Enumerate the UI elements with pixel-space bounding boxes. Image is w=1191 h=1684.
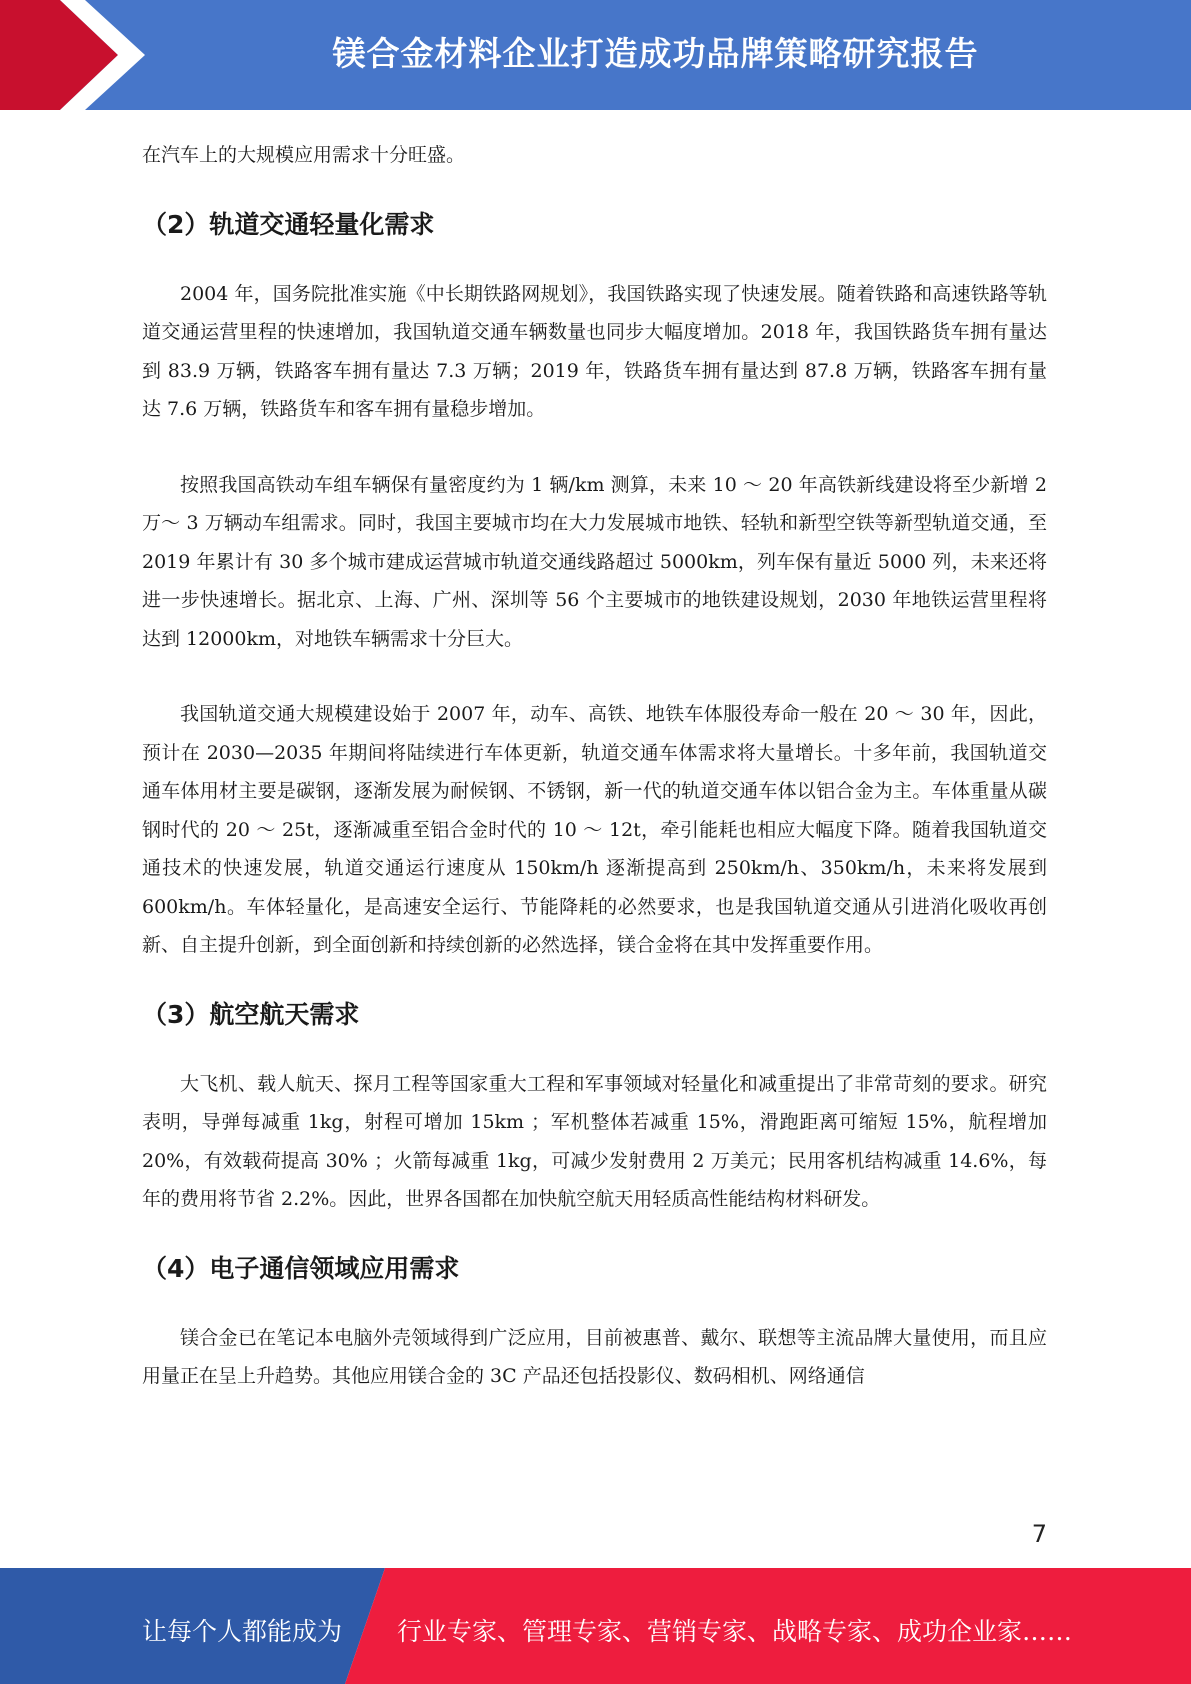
paragraph-rail-2: 按照我国高铁动车组车辆保有量密度约为 1 辆/km 测算，未来 10 ～ 20 年高铁新线建设将至少新增 2 万～ 3 万辆动车组需求。同时，我国主要城市均在大力发展城市地铁、轻轨和新型空铁等新型轨道交通，至 2019 年累计有 30 多个城市建成运营城市轨道交通线路超过 5000km，列车保有量近 5000 列，未来还将进一步快速增长。据北京、上海、广州、深圳等 56 个主要城市的地铁建设规划，2030 年地铁运营里程将达到 12000km，对地铁车辆需求十分巨大。 (142, 473, 1047, 650)
paragraph-electronics-1: 镁合金已在笔记本电脑外壳领域得到广泛应用，目前被惠普、戴尔、联想等主流品牌大量使用，而且应用量正在呈上升趋势。其他应用镁合金的 3C 产品还包括投影仪、数码相机、网络通信 (142, 1326, 1047, 1387)
intro-fragment: 在汽车上的大规模应用需求十分旺盛。 (142, 144, 466, 166)
section-heading-electronics: （4）电子通信领域应用需求 (142, 1253, 460, 1283)
page-footer (0, 1568, 1191, 1684)
document-body (142, 136, 1047, 1396)
section-heading-aerospace: （3）航空航天需求 (142, 999, 360, 1029)
paragraph-rail-3: 我国轨道交通大规模建设始于 2007 年，动车、高铁、地铁车体服役寿命一般在 20 ～ 30 年，因此，预计在 2030—2035 年期间将陆续进行车体更新，轨道交通车体需求将大量增长。十多年前，我国轨道交通车体用材主要是碳钢，逐渐发展为耐候钢、不锈钢，新一代的轨道交通车体以铝合金为主。车体重量从碳钢时代的 20 ～ 25t，逐渐减重至铝合金时代的 10 ～ 12t，牵引能耗也相应大幅度下降。随着我国轨道交通技术的快速发展，轨道交通运行速度从 150km/h 逐渐提高到 250km/h、350km/h，未来将发展到 600km/h。车体轻量化，是高速安全运行、节能降耗的必然要求，也是我国轨道交通从引进消化吸收再创新、自主提升创新，到全面创新和持续创新的必然选择，镁合金将在其中发挥重要作用。 (142, 703, 1047, 956)
footer-slogan-right: 行业专家、管理专家、营销专家、战略专家、成功企业家…… (397, 1617, 1073, 1646)
paragraph-rail-1: 2004 年，国务院批准实施《中长期铁路网规划》，我国铁路实现了快速发展。随着铁路和高速铁路等轨道交通运营里程的快速增加，我国轨道交通车辆数量也同步大幅度增加。2018 年，我国铁路货车拥有量达到 83.9 万辆，铁路客车拥有量达 7.3 万辆；2019 年，铁路货车拥有量达到 87.8 万辆，铁路客车拥有量达 7.6 万辆，铁路货车和客车拥有量稳步增加。 (142, 282, 1047, 420)
section-heading-rail: （2）轨道交通轻量化需求 (142, 209, 435, 239)
paragraph-aerospace-1: 大飞机、载人航天、探月工程等国家重大工程和军事领域对轻量化和减重提出了非常苛刻的要求。研究表明，导弹每减重 1kg，射程可增加 15km ；军机整体若减重 15%，滑跑距离可缩短 15%，航程增加 20%，有效载荷提高 30% ；火箭每减重 1kg，可减少发射费用 2 万美元；民用客机结构减重 14.6%，每年的费用将节省 2.2%。因此，世界各国都在加快航空航天用轻质高性能结构材料研发。 (142, 1072, 1047, 1210)
footer-slogan-left: 让每个人都能成为 (142, 1617, 343, 1646)
report-title: 镁合金材料企业打造成功品牌策略研究报告 (332, 34, 979, 73)
page-header (0, 0, 1191, 110)
page-number: 7 (1031, 1520, 1047, 1548)
